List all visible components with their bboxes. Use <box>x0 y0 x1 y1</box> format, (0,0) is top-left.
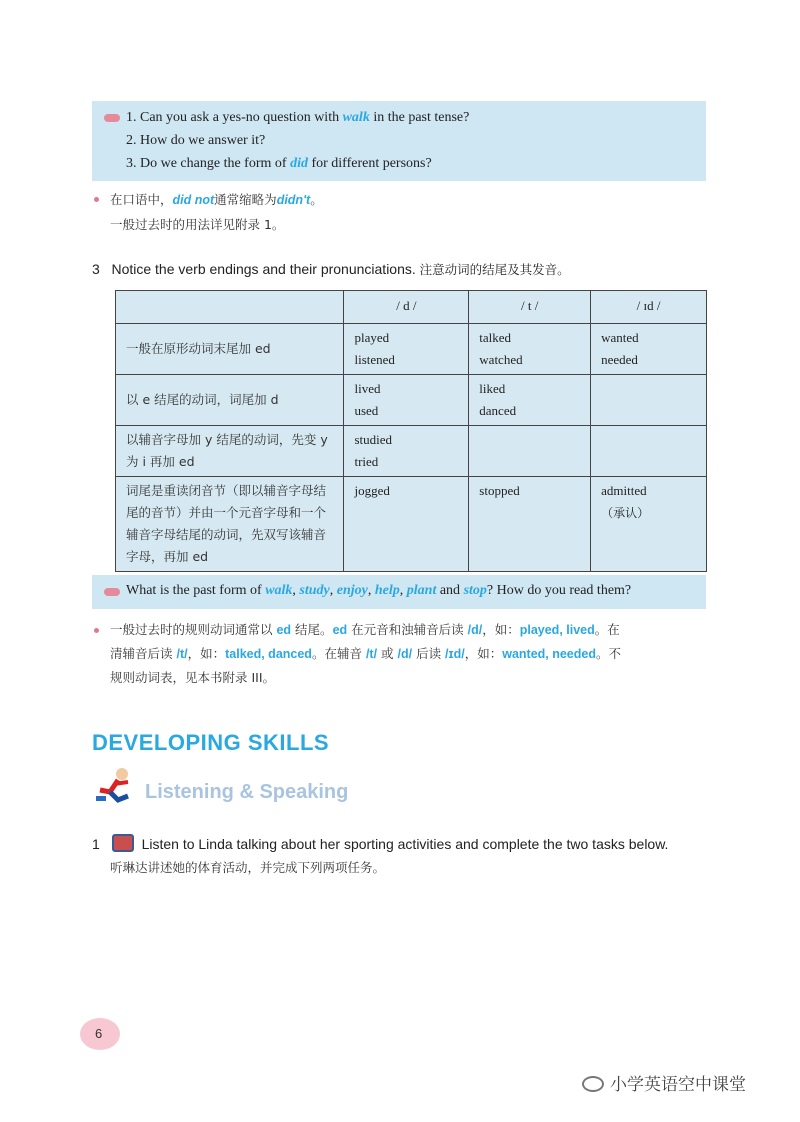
task-1-cn: 听琳达讲述她的体育活动，并完成下列两项任务。 <box>110 860 386 875</box>
note2-line3: 规则动词表，见本书附录 III。 <box>110 670 276 685</box>
d-cell: played listened <box>344 324 469 375</box>
note-bullet-icon <box>94 197 99 202</box>
table-row <box>116 375 707 426</box>
table-row <box>116 477 707 572</box>
note2-line2: 清辅音后读 /t/，如：talked, danced。在辅音 /t/ 或 /d/ 后读 /ɪd/，如：wanted, needed。不 <box>110 646 622 661</box>
rule-cell: 以辅音字母加 y 结尾的动词，先变 y 为 i 再加 ed <box>116 426 344 477</box>
section-text-cn: 注意动词的结尾及其发音。 <box>419 262 570 277</box>
note1-line2: 一般过去时的用法详见附录 1。 <box>110 217 285 232</box>
past-form-question: What is the past form of walk, study, enjoy, help, plant and stop? How do you read them? <box>126 583 632 598</box>
note1-line1: 在口语中，did not通常缩略为didn't。 <box>110 192 323 207</box>
question-box <box>92 101 706 181</box>
note2-line1: 一般过去时的规则动词通常以 ed 结尾。ed 在元音和浊辅音后读 /d/，如：played, lived。在 <box>110 622 620 637</box>
verb-endings-table <box>115 290 707 572</box>
runner-icon <box>92 766 138 808</box>
didnt-highlight: didn't <box>276 193 311 207</box>
t-cell <box>469 426 591 477</box>
page-number: 6 <box>95 1026 103 1041</box>
rule-cell: 词尾是重读闭音节（即以辅音字母结尾的音节）并由一个元音字母和一个辅音字母结尾的动词，先双写该辅音字母，再加 ed <box>116 477 344 572</box>
q3-text: Do we change the form of <box>140 156 291 171</box>
rule-cell: 以 e 结尾的动词，词尾加 d <box>116 375 344 426</box>
id-cell: admitted （承认） <box>591 477 707 572</box>
section-number: 3 <box>92 261 100 277</box>
id-cell: wanted needed <box>591 324 707 375</box>
watermark <box>582 1070 746 1095</box>
section-3-heading <box>92 260 570 278</box>
table-row <box>116 426 707 477</box>
t-cell: stopped <box>469 477 591 572</box>
listening-speaking-title: Listening & Speaking <box>145 781 349 803</box>
q3-number: 3. <box>126 156 137 171</box>
d-cell: studied tried <box>344 426 469 477</box>
section-text: Notice the verb endings and their pronunciations. <box>111 261 416 277</box>
audio-icon <box>112 834 134 852</box>
note-bullet-icon <box>94 628 99 633</box>
task-number: 1 <box>92 836 100 852</box>
d-cell: jogged <box>344 477 469 572</box>
q1-number: 1. <box>126 110 137 125</box>
question-1 <box>126 110 469 126</box>
task-1 <box>92 834 668 852</box>
q1-text-end: in the past tense? <box>369 110 470 125</box>
table-header: / d / <box>344 291 469 324</box>
q2-number: 2. <box>126 133 137 148</box>
rule-cell: 一般在原形动词末尾加 ed <box>116 324 344 375</box>
developing-skills-title: DEVELOPING SKILLS <box>92 730 330 755</box>
q3-highlight: did <box>290 156 308 171</box>
question-2 <box>126 133 265 149</box>
table-row <box>116 324 707 375</box>
table-header: / ɪd / <box>591 291 707 324</box>
q1-text: Can you ask a yes-no question with <box>140 110 343 125</box>
question-3 <box>126 156 432 172</box>
page-number-badge <box>80 1018 120 1050</box>
t-cell: talked watched <box>469 324 591 375</box>
id-cell <box>591 375 707 426</box>
table-header-empty <box>116 291 344 324</box>
t-cell: liked danced <box>469 375 591 426</box>
pointing-hand-icon <box>104 114 120 122</box>
pointing-hand-icon <box>104 588 120 596</box>
task-text: Listen to Linda talking about her sporting activities and complete the two tasks below. <box>141 836 669 852</box>
id-cell <box>591 426 707 477</box>
question-box-2 <box>92 575 706 609</box>
table-header-row <box>116 291 707 324</box>
table-header: / t / <box>469 291 591 324</box>
did-not-highlight: did not <box>172 193 215 207</box>
wechat-icon <box>582 1076 604 1092</box>
watermark-text: 小学英语空中课堂 <box>610 1075 746 1095</box>
q3-text-end: for different persons? <box>307 156 432 171</box>
q1-highlight: walk <box>342 110 370 125</box>
q2-text: How do we answer it? <box>140 133 266 148</box>
d-cell: lived used <box>344 375 469 426</box>
